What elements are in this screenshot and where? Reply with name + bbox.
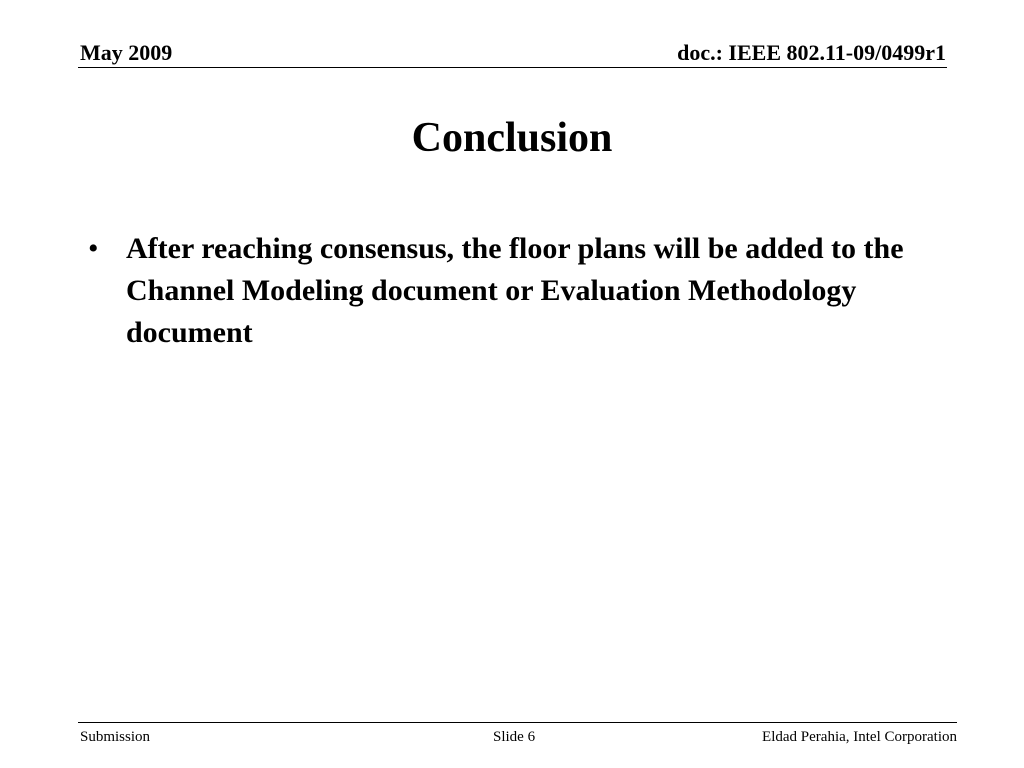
footer-author: Eldad Perahia, Intel Corporation <box>762 729 957 745</box>
header-divider <box>78 67 947 68</box>
bullet-item <box>88 228 938 354</box>
footer-submission: Submission <box>80 729 151 745</box>
bullet-list <box>88 228 938 354</box>
header-document-id: doc.: IEEE 802.11-09/0499r1 <box>677 40 946 65</box>
slide-title: Conclusion <box>411 115 613 161</box>
footer-slide-number: Slide 6 <box>493 729 536 745</box>
bullet-text: After reaching consensus, the floor plans will be added to the Channel Modeling document or Evaluation Methodology document <box>126 232 904 349</box>
header-date: May 2009 <box>80 40 173 65</box>
footer-divider <box>78 722 957 723</box>
bullet-icon: • <box>88 232 99 265</box>
